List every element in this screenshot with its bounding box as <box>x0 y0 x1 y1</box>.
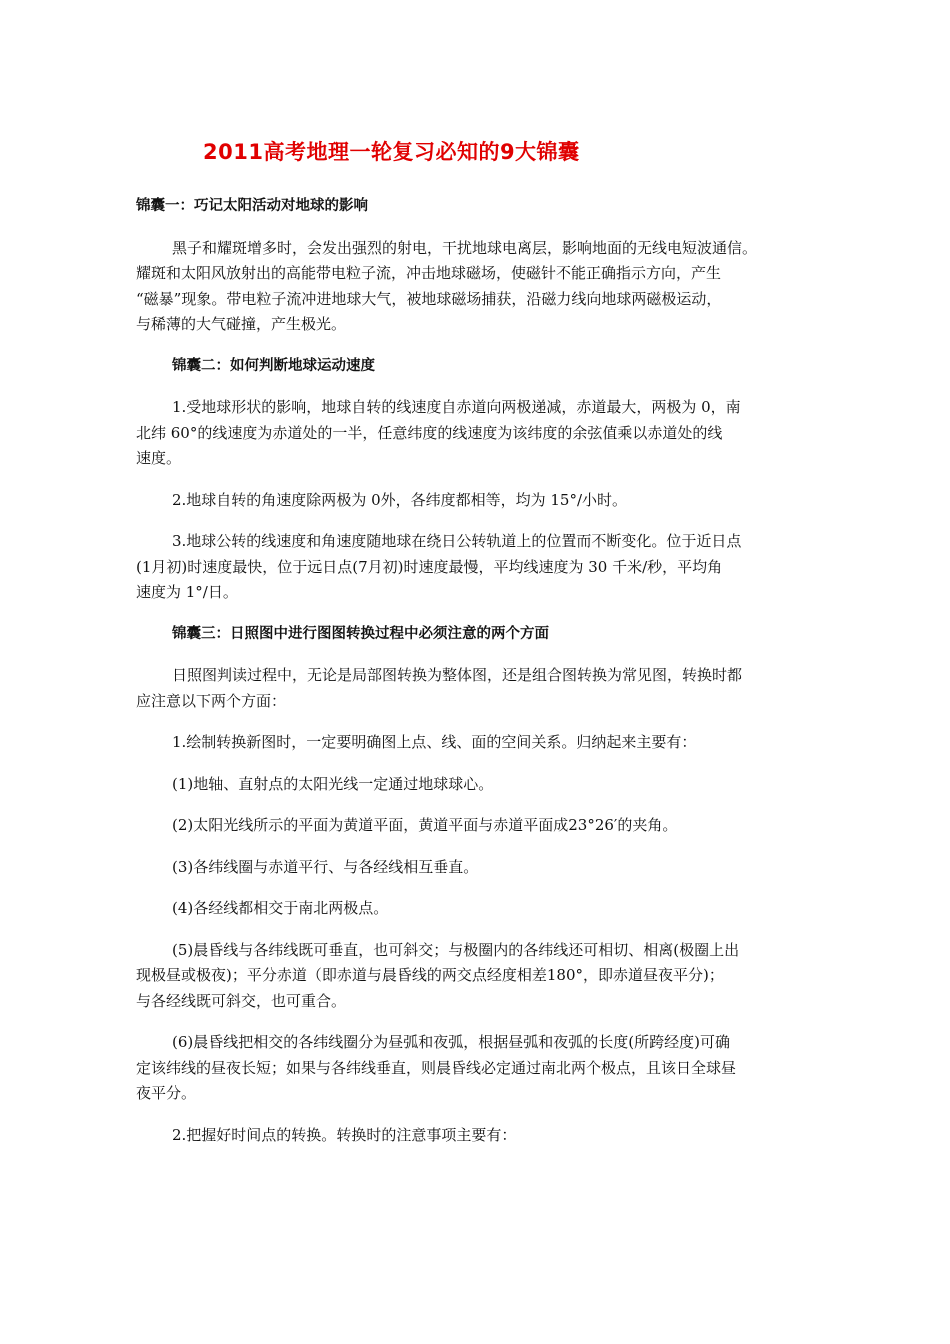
text-line: 日照图判读过程中，无论是局部图转换为整体图，还是组合图转换为常见图，转换时都 <box>172 666 743 684</box>
paragraph <box>136 1123 816 1149</box>
text-line: (6)晨昏线把相交的各纬线圈分为昼弧和夜弧，根据昼弧和夜弧的长度(所跨经度)可确 <box>172 1033 730 1051</box>
text-line: 现极昼或极夜)；平分赤道（即赤道与晨昏线的两交点经度相差180°，即赤道昼夜平分)； <box>136 966 724 984</box>
paragraph <box>136 488 816 514</box>
text-line: 应注意以下两个方面： <box>136 691 287 710</box>
paragraph <box>136 896 816 922</box>
text-line: 夜平分。 <box>136 1084 197 1102</box>
paragraph <box>136 938 816 1015</box>
text-line: 定该纬线的昼夜长短；如果与各纬线垂直，则晨昏线必定通过南北两个极点，且该日全球昼 <box>136 1058 737 1077</box>
text-line: 耀斑和太阳风放射出的高能带电粒子流，冲击地球磁场，使磁针不能正确指示方向，产生 <box>136 264 722 282</box>
text-line: (3)各纬线圈与赤道平行、与各经线相互垂直。 <box>172 857 479 876</box>
paragraph <box>136 730 816 756</box>
text-line: 1.受地球形状的影响，地球自转的线速度自赤道向两极递减，赤道最大，两极为 0，南 <box>172 398 741 416</box>
paragraph <box>136 813 816 839</box>
text-line: (4)各经线都相交于南北两极点。 <box>172 899 389 917</box>
paragraph <box>136 236 816 338</box>
paragraph <box>136 529 816 606</box>
section-heading: 锦囊三：日照图中进行图图转换过程中必须注意的两个方面 <box>172 625 549 642</box>
paragraph <box>136 1030 816 1107</box>
section-heading: 锦囊二：如何判断地球运动速度 <box>172 357 375 374</box>
text-line: 2.地球自转的角速度除两极为 0外，各纬度都相等，均为 15°/小时。 <box>172 490 628 509</box>
paragraph <box>136 395 816 472</box>
text-line: “磁暴”现象。带电粒子流冲进地球大气，被地球磁场捕获，沿磁力线向地球两磁极运动， <box>136 289 722 308</box>
paragraph <box>136 855 816 881</box>
document-body <box>136 194 816 1164</box>
text-line: (1)地轴、直射点的太阳光线一定通过地球球心。 <box>172 774 494 793</box>
text-line: 北纬 60°的线速度为赤道处的一半，任意纬度的线速度为该纬度的余弦值乘以赤道处的线 <box>136 423 723 442</box>
text-line: 与各经线既可斜交，也可重合。 <box>136 991 347 1010</box>
text-line: 与稀薄的大气碰撞，产生极光。 <box>136 315 347 333</box>
paragraph <box>136 772 816 798</box>
text-line: 1.绘制转换新图时，一定要明确图上点、线、面的空间关系。归纳起来主要有： <box>172 733 697 751</box>
text-line: 2.把握好时间点的转换。转换时的注意事项主要有： <box>172 1125 517 1144</box>
text-line: 速度。 <box>136 449 182 467</box>
text-line: 速度为 1°/日。 <box>136 583 238 601</box>
section-heading: 锦囊一：巧记太阳活动对地球的影响 <box>136 198 368 214</box>
document-title: 2011高考地理一轮复习必知的9大锦囊 <box>203 140 580 164</box>
text-line: (1月初)时速度最快，位于远日点(7月初)时速度最慢，平均线速度为 30 千米/秒，平均角 <box>136 557 723 576</box>
text-line: 3.地球公转的线速度和角速度随地球在绕日公转轨道上的位置而不断变化。位于近日点 <box>172 532 742 550</box>
text-line: (2)太阳光线所示的平面为黄道平面，黄道平面与赤道平面成23°26′的夹角。 <box>172 816 678 834</box>
text-line: (5)晨昏线与各纬线既可垂直，也可斜交；与极圈内的各纬线还可相切、相离(极圈上出 <box>172 940 740 959</box>
text-line: 黑子和耀斑增多时，会发出强烈的射电，干扰地球电离层，影响地面的无线电短波通信。 <box>172 238 758 257</box>
paragraph <box>136 663 816 714</box>
